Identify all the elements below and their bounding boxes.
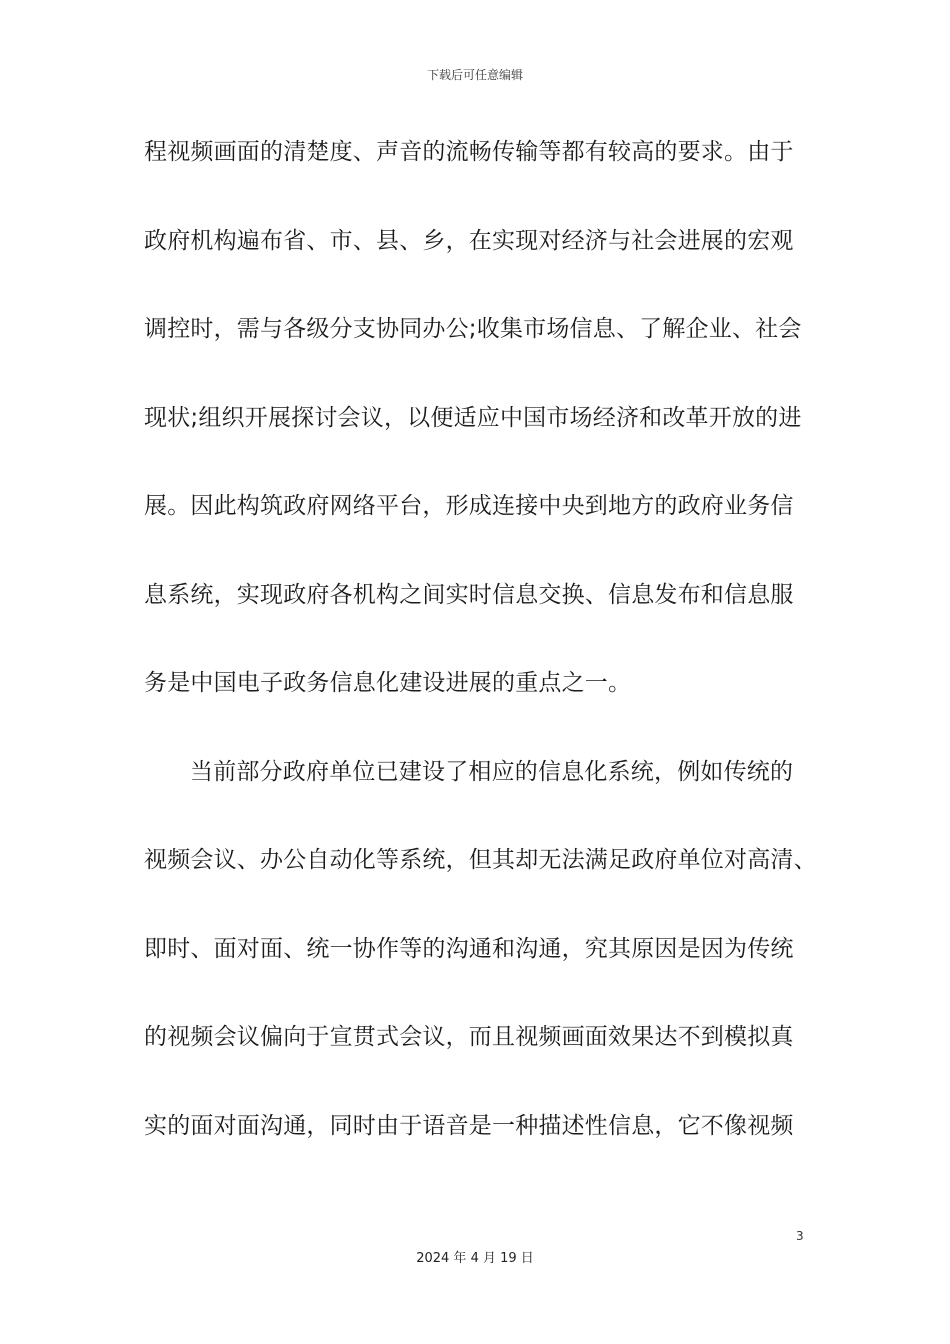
text-line: 程视频画面的清楚度、声音的流畅传输等都有较高的要求。由于 — [144, 139, 794, 165]
text-line: 调控时，需与各级分支协同办公;收集市场信息、了解企业、社会 — [144, 316, 802, 342]
text-line: 务是中国电子政务信息化建设进展的重点之一。 — [144, 670, 632, 696]
text-line: 息系统，实现政府各机构之间实时信息交换、信息发布和信息服 — [144, 581, 794, 608]
text-line: 的视频会议偏向于宣贯式会议，而且视频画面效果达不到模拟真 — [144, 1024, 794, 1050]
text-line: 实的面对面沟通，同时由于语音是一种描述性信息，它不像视频 — [144, 1112, 794, 1139]
text-line: 现状;组织开展探讨会议，以便适应中国市场经济和改革开放的进 — [144, 404, 802, 431]
text-line: 展。因此构筑政府网络平台，形成连接中央到地方的政府业务信 — [144, 493, 794, 519]
text-line: 政府机构遍布省、市、县、乡，在实现对经济与社会进展的宏观 — [144, 227, 794, 254]
page-header: 下载后可任意编辑 — [426, 68, 523, 82]
document-body — [144, 124, 817, 1186]
text-line: 视频会议、办公自动化等系统，但其却无法满足政府单位对高清、 — [144, 847, 817, 873]
page-number: 3 — [796, 1229, 804, 1243]
text-line: 即时、面对面、统一协作等的沟通和沟通，究其原因是因为传统 — [144, 935, 794, 962]
paragraph-first-line: 当前部分政府单位已建设了相应的信息化系统，例如传统的 — [190, 758, 794, 785]
page-footer-date: 2024 年 4 月 19 日 — [416, 1251, 534, 1266]
